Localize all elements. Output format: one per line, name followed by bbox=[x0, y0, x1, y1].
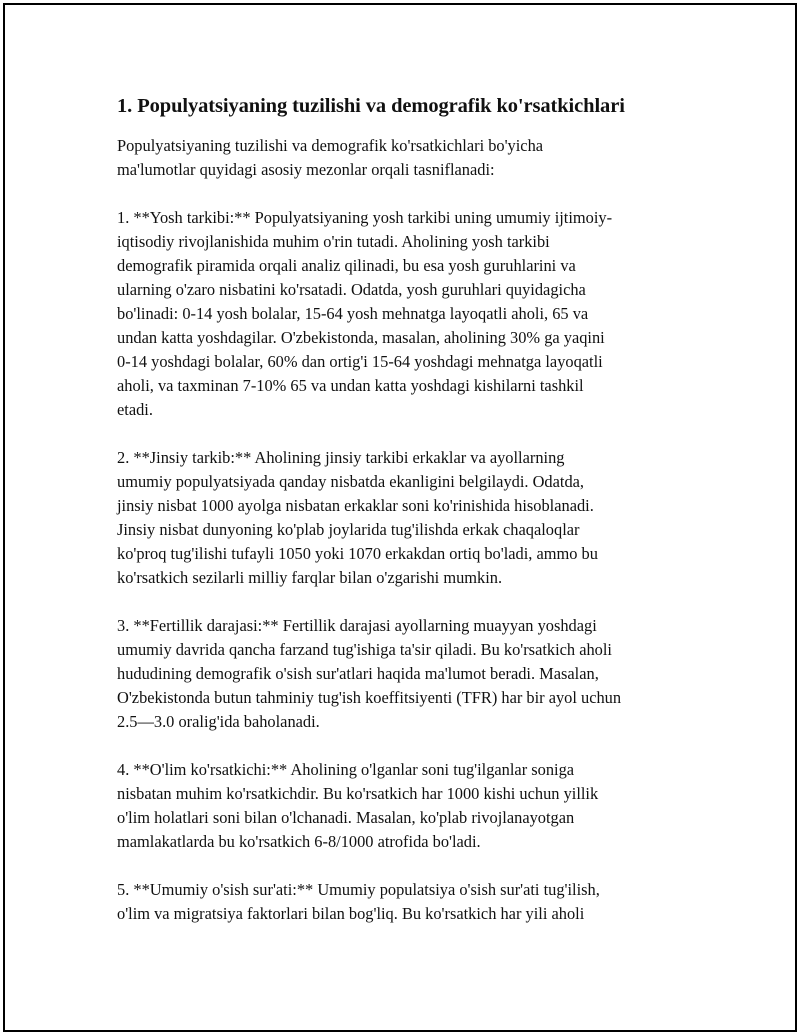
mortality-paragraph: 4. **O'lim ko'rsatkichi:** Aholining o'lganlar soni tug'ilganlar soniga nisbatan muhim ko'rsatkichdir. Bu ko'rsatkich har 1000 kishi uchun yillik o'lim holatlari soni bilan o'lchanadi. Masalan, ko'plab rivojlanayotgan mamlakatlarda bu ko'rsatkich 6-8/1000 atrofida bo'ladi. bbox=[117, 760, 599, 851]
age-structure-paragraph: 1. **Yosh tarkibi:** Populyatsiyaning yosh tarkibi uning umumiy ijtimoiy- iqtisodiy rivojlanishida muhim o'rin tutadi. Aholining yosh tarkibi demografik piramida orqali analiz qilinadi, bu esa yosh guruhlarini va ularning o'zaro nisbatini ko'rsatadi. Odatda, yosh guruhlari quyidagicha bo'linadi: 0-14 yosh bolalar, 15-64 yosh mehnatga layoqatli aholi, 65 va undan katta yoshdagilar. O'zbekistonda, masalan, aholining 30% ga yaqini 0-14 yoshdagi bolalar, 60% dan ortig'i 15-64 yoshdagi mehnatga layoqatli aholi, va taxminan 7-10% 65 va undan katta yoshdagi kishilarni tashkil etadi. bbox=[117, 208, 613, 419]
document-body bbox=[117, 92, 687, 950]
fertility-paragraph: 3. **Fertillik darajasi:** Fertillik darajasi ayollarning muayyan yoshdagi umumiy davrida qancha farzand tug'ishiga ta'sir qiladi. Bu ko'rsatkich aholi hududining demografik o'sish sur'atlari haqida ma'lumot beradi. Masalan, O'zbekistonda butun tahminiy tug'ish koeffitsiyenti (TFR) har bir ayol uchun 2.5—3.0 oralig'ida baholanadi. bbox=[117, 616, 622, 731]
document-title: 1. Populyatsiyaning tuzilishi va demografik ko'rsatkichlari bbox=[117, 95, 625, 117]
sex-structure-paragraph: 2. **Jinsiy tarkib:** Aholining jinsiy tarkibi erkaklar va ayollarning umumiy populyatsiyada qanday nisbatda ekanligini belgilaydi. Odatda, jinsiy nisbat 1000 ayolga nisbatan erkaklar soni ko'rinishida hisoblanadi. Jinsiy nisbat dunyoning ko'plab joylarida tug'ilishda erkak chaqaloqlar ko'proq tug'ilishi tufayli 1050 yoki 1070 erkakdan ortiq bo'ladi, ammo bu ko'rsatkich sezilarli milliy farqlar bilan o'zgarishi mumkin. bbox=[117, 448, 598, 587]
intro-paragraph: Populyatsiyaning tuzilishi va demografik ko'rsatkichlari bo'yicha ma'lumotlar quyidagi asosiy mezonlar orqali tasniflanadi: bbox=[117, 136, 544, 179]
growth-rate-paragraph: 5. **Umumiy o'sish sur'ati:** Umumiy populatsiya o'sish sur'ati tug'ilish, o'lim va migratsiya faktorlari bilan bog'liq. Bu ko'rsatkich har yili aholi bbox=[117, 880, 600, 923]
